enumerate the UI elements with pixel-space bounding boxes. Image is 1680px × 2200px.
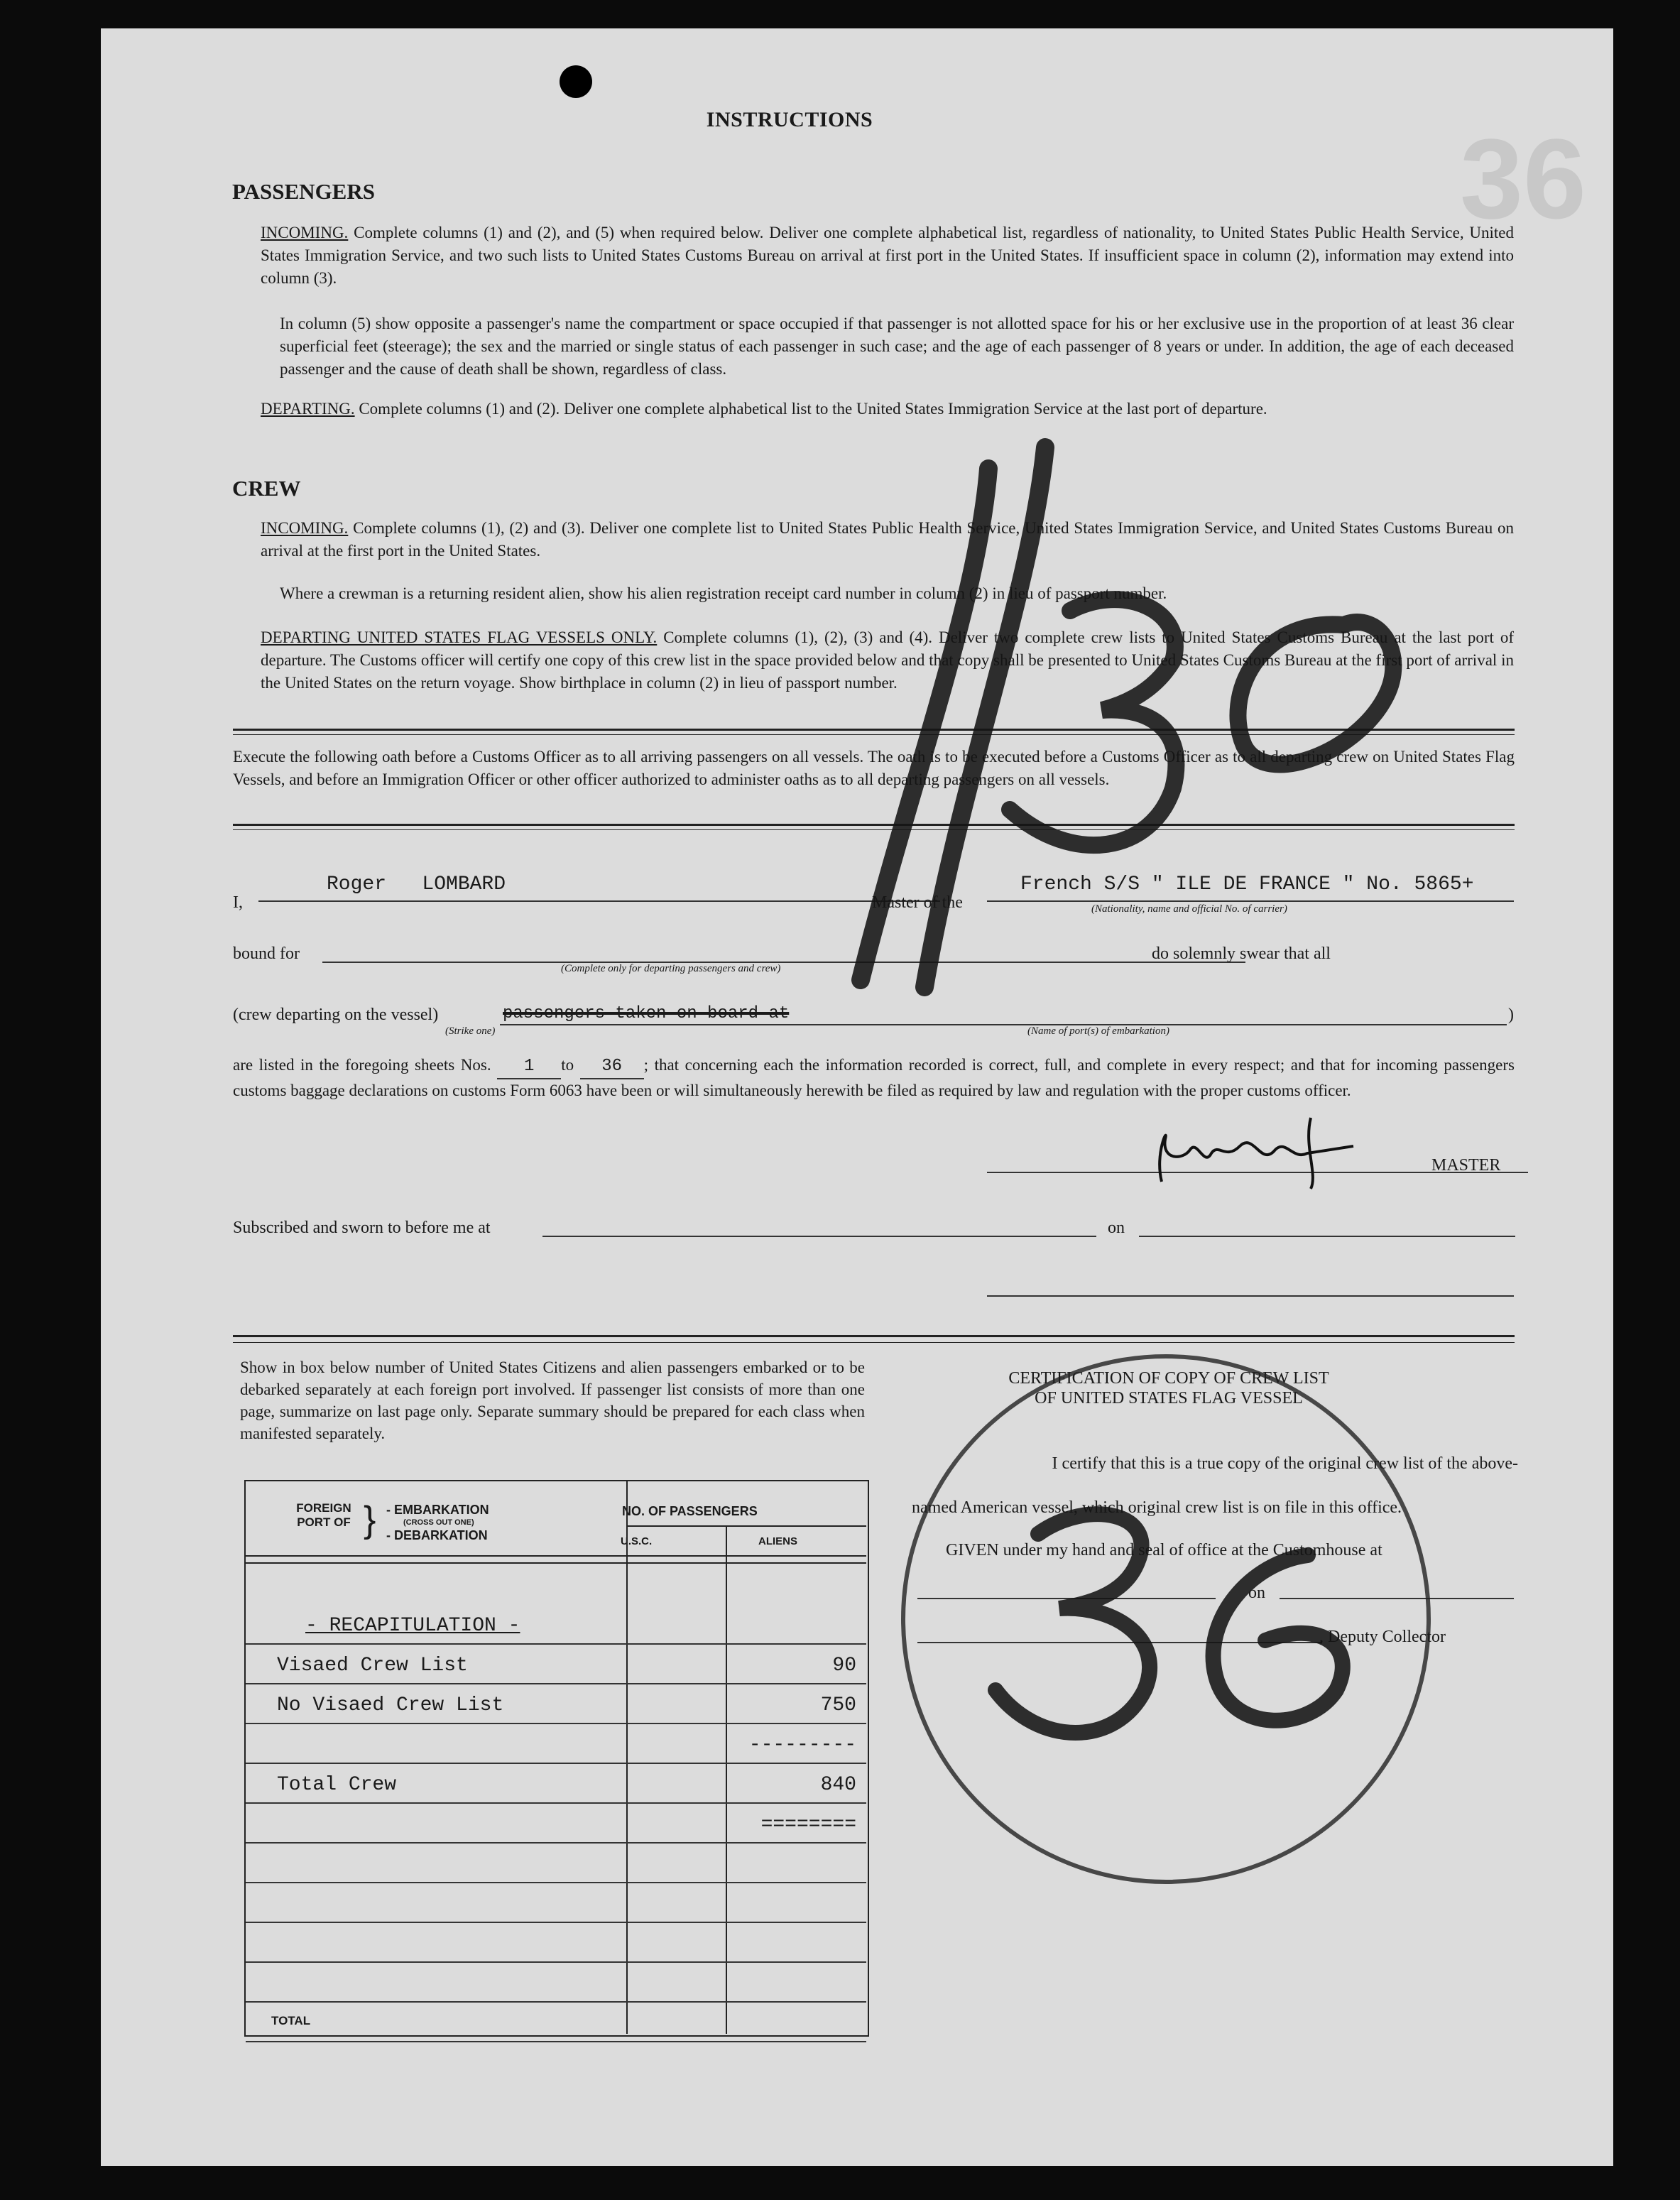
cert-text-2: named American vessel, which original crew list is on file in this office. bbox=[912, 1498, 1402, 1517]
crew-incoming-text: Complete columns (1), (2) and (3). Deliver one complete list to United States Public Health Service, United States Immigration Service, and United States Customs Bureau on arrival at the first port in the United States. bbox=[261, 519, 1515, 560]
cert-text-1: I certify that this is a true copy of the original crew list of the above- bbox=[1052, 1454, 1518, 1473]
foreign-port-label: FOREIGN PORT OF bbox=[296, 1501, 351, 1529]
bound-caption: (Complete only for departing passengers and crew) bbox=[561, 963, 781, 974]
incoming-label: INCOMING. bbox=[261, 224, 349, 241]
divider bbox=[233, 1335, 1515, 1337]
cert-title-1: CERTIFICATION OF COPY OF CREW LIST bbox=[1008, 1369, 1329, 1388]
crew-incoming bbox=[261, 517, 1514, 562]
table-row bbox=[246, 2001, 866, 2042]
crew-departing-text: Complete columns (1), (2), (3) and (4). Deliver two complete crew lists to United States Customs Bureau at the last port of departure. The Customs officer will certify one copy of this crew list in the space provided below and that copy shall be presented to United States Customs Bureau at the first port of arrival in the United States on the return voyage. Show birthplace in column (2) in lieu of passport number. bbox=[261, 628, 1514, 692]
listed-in-label: are listed in the foregoing sheets Nos. bbox=[233, 1056, 491, 1074]
master-name-line bbox=[258, 900, 940, 902]
cross-out-label: (CROSS OUT ONE) bbox=[403, 1518, 474, 1527]
handwritten-mark-11-30 bbox=[818, 426, 1443, 1008]
incoming-text: Complete columns (1) and (2), and (5) when required below. Deliver one complete alphabetical list, regardless of nationality, to United States Public Health Service, United States Immigration Service, and two such lists to United States Customs Bureau on arrival at first port in the United States. If insufficient space in column (2), information may extend into column (3). bbox=[261, 224, 1514, 287]
table-row bbox=[246, 1922, 866, 1963]
oath-i-label: I, bbox=[233, 893, 243, 912]
cert-text-3: GIVEN under my hand and seal of office at the Customhouse at bbox=[946, 1541, 1382, 1559]
table-row bbox=[246, 1683, 866, 1724]
brace: } bbox=[364, 1499, 376, 1540]
page-title: INSTRUCTIONS bbox=[706, 108, 873, 131]
crew-departing bbox=[261, 626, 1514, 695]
header-bottom bbox=[246, 1555, 866, 1557]
row-label: - RECAPITULATION - bbox=[305, 1615, 520, 1637]
divider bbox=[233, 734, 1515, 735]
debarkation-label: - DEBARKATION bbox=[386, 1528, 488, 1542]
strike-one: (Strike one) bbox=[445, 1025, 496, 1037]
cert-date-line bbox=[1280, 1598, 1514, 1599]
divider bbox=[233, 1342, 1515, 1343]
vessel-name: French S/S " ILE DE FRANCE " No. 5865+ bbox=[1020, 873, 1474, 895]
row-aliens: 90 bbox=[832, 1655, 856, 1677]
row-aliens: --------- bbox=[748, 1734, 856, 1756]
passengers-heading: PASSENGERS bbox=[232, 179, 375, 204]
officer-line bbox=[987, 1295, 1514, 1297]
crew-returning-text: Where a crewman is a returning resident alien, show his alien registration receipt card number in column (2) in lieu of passport number. bbox=[280, 584, 1167, 602]
passengers-incoming bbox=[261, 222, 1514, 290]
usc-label: U.S.C. bbox=[621, 1535, 653, 1547]
vessel-caption: (Nationality, name and official No. of carrier) bbox=[1091, 903, 1287, 915]
row-label: No Visaed Crew List bbox=[277, 1694, 504, 1716]
master-signature bbox=[1140, 1111, 1368, 1196]
header-bottom2 bbox=[246, 1562, 866, 1564]
form-page bbox=[101, 28, 1613, 2166]
close-paren: ) bbox=[1508, 1006, 1514, 1024]
divider bbox=[233, 824, 1515, 826]
row-aliens: 840 bbox=[820, 1774, 856, 1796]
cert-place-line bbox=[917, 1598, 1216, 1599]
bound-for-line bbox=[322, 962, 1245, 963]
col-divider bbox=[626, 1525, 866, 1527]
cert-on: on bbox=[1248, 1584, 1265, 1602]
subscribed-line bbox=[542, 1236, 1096, 1237]
on-label: on bbox=[1108, 1219, 1125, 1237]
departing-label: DEPARTING. bbox=[261, 400, 355, 418]
crew-returning bbox=[280, 582, 1514, 605]
cert-title-2: OF UNITED STATES FLAG VESSEL bbox=[1035, 1389, 1303, 1407]
summary-instructions: Show in box below number of United States Citizens and alien passengers embarked or to be debarked separately at each foreign port involved. If passenger list consists of more than one page, summarize on last page only. Separate summary should be prepared for each class when manifested separately. bbox=[240, 1358, 865, 1442]
row-aliens: 750 bbox=[820, 1694, 856, 1716]
crew-departing-label: (crew departing on the vessel) bbox=[233, 1006, 439, 1024]
listed-paragraph bbox=[233, 1054, 1515, 1102]
table-row bbox=[246, 1603, 866, 1645]
row-label: Total Crew bbox=[277, 1774, 397, 1796]
punch-hole bbox=[560, 65, 592, 98]
master-name: Roger LOMBARD bbox=[327, 873, 506, 895]
crew-incoming-label: INCOMING. bbox=[261, 519, 349, 537]
table-row bbox=[246, 1763, 866, 1804]
divider bbox=[233, 729, 1515, 731]
aliens-label: ALIENS bbox=[758, 1535, 798, 1547]
crew-departing-label: DEPARTING UNITED STATES FLAG VESSELS ONLY. bbox=[261, 628, 658, 646]
ports-caption: (Name of port(s) of embarkation) bbox=[1027, 1025, 1169, 1037]
table-row bbox=[246, 1882, 866, 1923]
column5-text: In column (5) show opposite a passenger's name the compartment or space occupied if that passenger is not allotted space for his or her exclusive use in the proportion of at least 36 clear superficial feet (steerage); the sex and the married or single status of each passenger in such case; and the age of each passenger of 8 years or under. In addition, the age of each deceased passenger and the cause of death shall be shown, regardless of class. bbox=[280, 315, 1514, 378]
table-row bbox=[246, 1723, 866, 1764]
crew-heading: CREW bbox=[232, 476, 301, 501]
row-label: Visaed Crew List bbox=[277, 1655, 468, 1677]
departing-text: Complete columns (1) and (2). Deliver one complete alphabetical list to the United States Immigration Service at the last port of departure. bbox=[359, 400, 1267, 418]
corner-number: 36 bbox=[1460, 115, 1586, 242]
table-row bbox=[246, 1842, 866, 1883]
table-row bbox=[246, 1961, 866, 2003]
row-aliens: ======== bbox=[760, 1814, 856, 1836]
divider bbox=[233, 829, 1515, 830]
to-label: to bbox=[561, 1056, 574, 1074]
vessel-line bbox=[987, 900, 1514, 902]
struck-text: passengers taken on board at bbox=[503, 1004, 790, 1023]
master-of-label: Master of the bbox=[872, 893, 963, 912]
sheet-to: 36 bbox=[580, 1055, 644, 1079]
recap-table bbox=[244, 1480, 869, 2037]
bound-for-label: bound for bbox=[233, 944, 300, 963]
on-line bbox=[1139, 1236, 1515, 1237]
ports-line bbox=[500, 1024, 1507, 1025]
table-row bbox=[246, 1802, 866, 1844]
table-row bbox=[246, 1643, 866, 1684]
passengers-column5 bbox=[280, 312, 1514, 381]
oath-intro: Execute the following oath before a Customs Officer as to all arriving passengers on all vessels. The oath is to be executed before a Customs Officer as to all departing crew on United States Flag Vessels, and before an Immigration Officer or other officer authorized to administer oaths as to all departing passengers on all vessels. bbox=[233, 748, 1515, 788]
passengers-departing bbox=[261, 398, 1514, 420]
swear-text: do solemnly swear that all bbox=[1152, 944, 1331, 963]
cert-deputy: , Deputy Collector bbox=[1319, 1628, 1446, 1646]
no-of-passengers-label: NO. OF PASSENGERS bbox=[622, 1504, 758, 1518]
sheet-from: 1 bbox=[497, 1055, 561, 1079]
embarkation-label: - EMBARKATION bbox=[386, 1503, 489, 1517]
cert-deputy-line bbox=[917, 1642, 1322, 1643]
listed-rest: ; that concerning each the information recorded is correct, full, and complete in every respect; and that for incoming passengers customs baggage declarations on customs Form 6063 have been or will simultaneously herewith be filed as required by law and regulation with the proper customs officer. bbox=[233, 1056, 1515, 1099]
total-label: TOTAL bbox=[271, 2014, 311, 2027]
subscribed-label: Subscribed and sworn to before me at bbox=[233, 1219, 491, 1237]
master-label: MASTER bbox=[1431, 1156, 1501, 1175]
